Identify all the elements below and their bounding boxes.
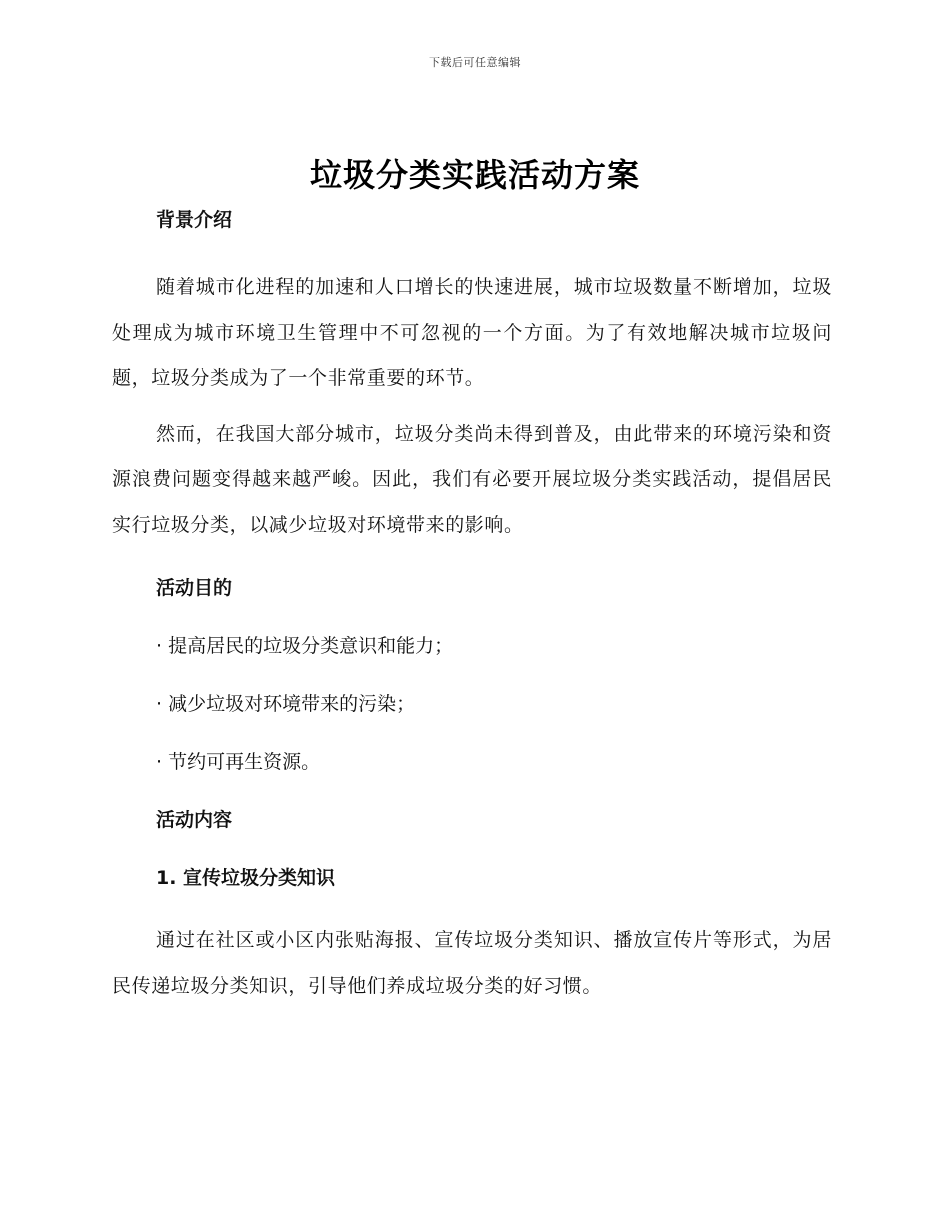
section-heading-content: 活动内容 [156, 809, 233, 831]
list-item-goal-1: · 提高居民的垃圾分类意识和能力； [156, 635, 454, 657]
paragraph-background-1: 随着城市化进程的加速和人口增长的快速进展，城市垃圾数量不断增加，垃圾处理成为城市环境卫生管理中不可忽视的一个方面。为了有效地解决城市垃圾问题，垃圾分类成为了一个非常重要的环节。 [112, 276, 832, 389]
list-item-goal-3: · 节约可再生资源。 [156, 751, 321, 773]
header-note: 下载后可任意编辑 [429, 56, 521, 69]
paragraph-background-2: 然而，在我国大部分城市，垃圾分类尚未得到普及，由此带来的环境污染和资源浪费问题变得越来越严峻。因此，我们有必要开展垃圾分类实践活动，提倡居民实行垃圾分类，以减少垃圾对环境带来的影响。 [112, 422, 832, 536]
page-title: 垃圾分类实践活动方案 [309, 156, 640, 194]
paragraph-content-1: 通过在社区或小区内张贴海报、宣传垃圾分类知识、播放宣传片等形式，为居民传递垃圾分类知识，引导他们养成垃圾分类的好习惯。 [112, 929, 832, 997]
section-heading-background: 背景介绍 [156, 209, 233, 231]
document-body [112, 206, 832, 1009]
section-heading-goals: 活动目的 [156, 577, 233, 599]
list-item-goal-2: · 减少垃圾对环境带来的污染； [156, 693, 416, 715]
subsection-heading-1: 1. 宣传垃圾分类知识 [156, 867, 336, 889]
